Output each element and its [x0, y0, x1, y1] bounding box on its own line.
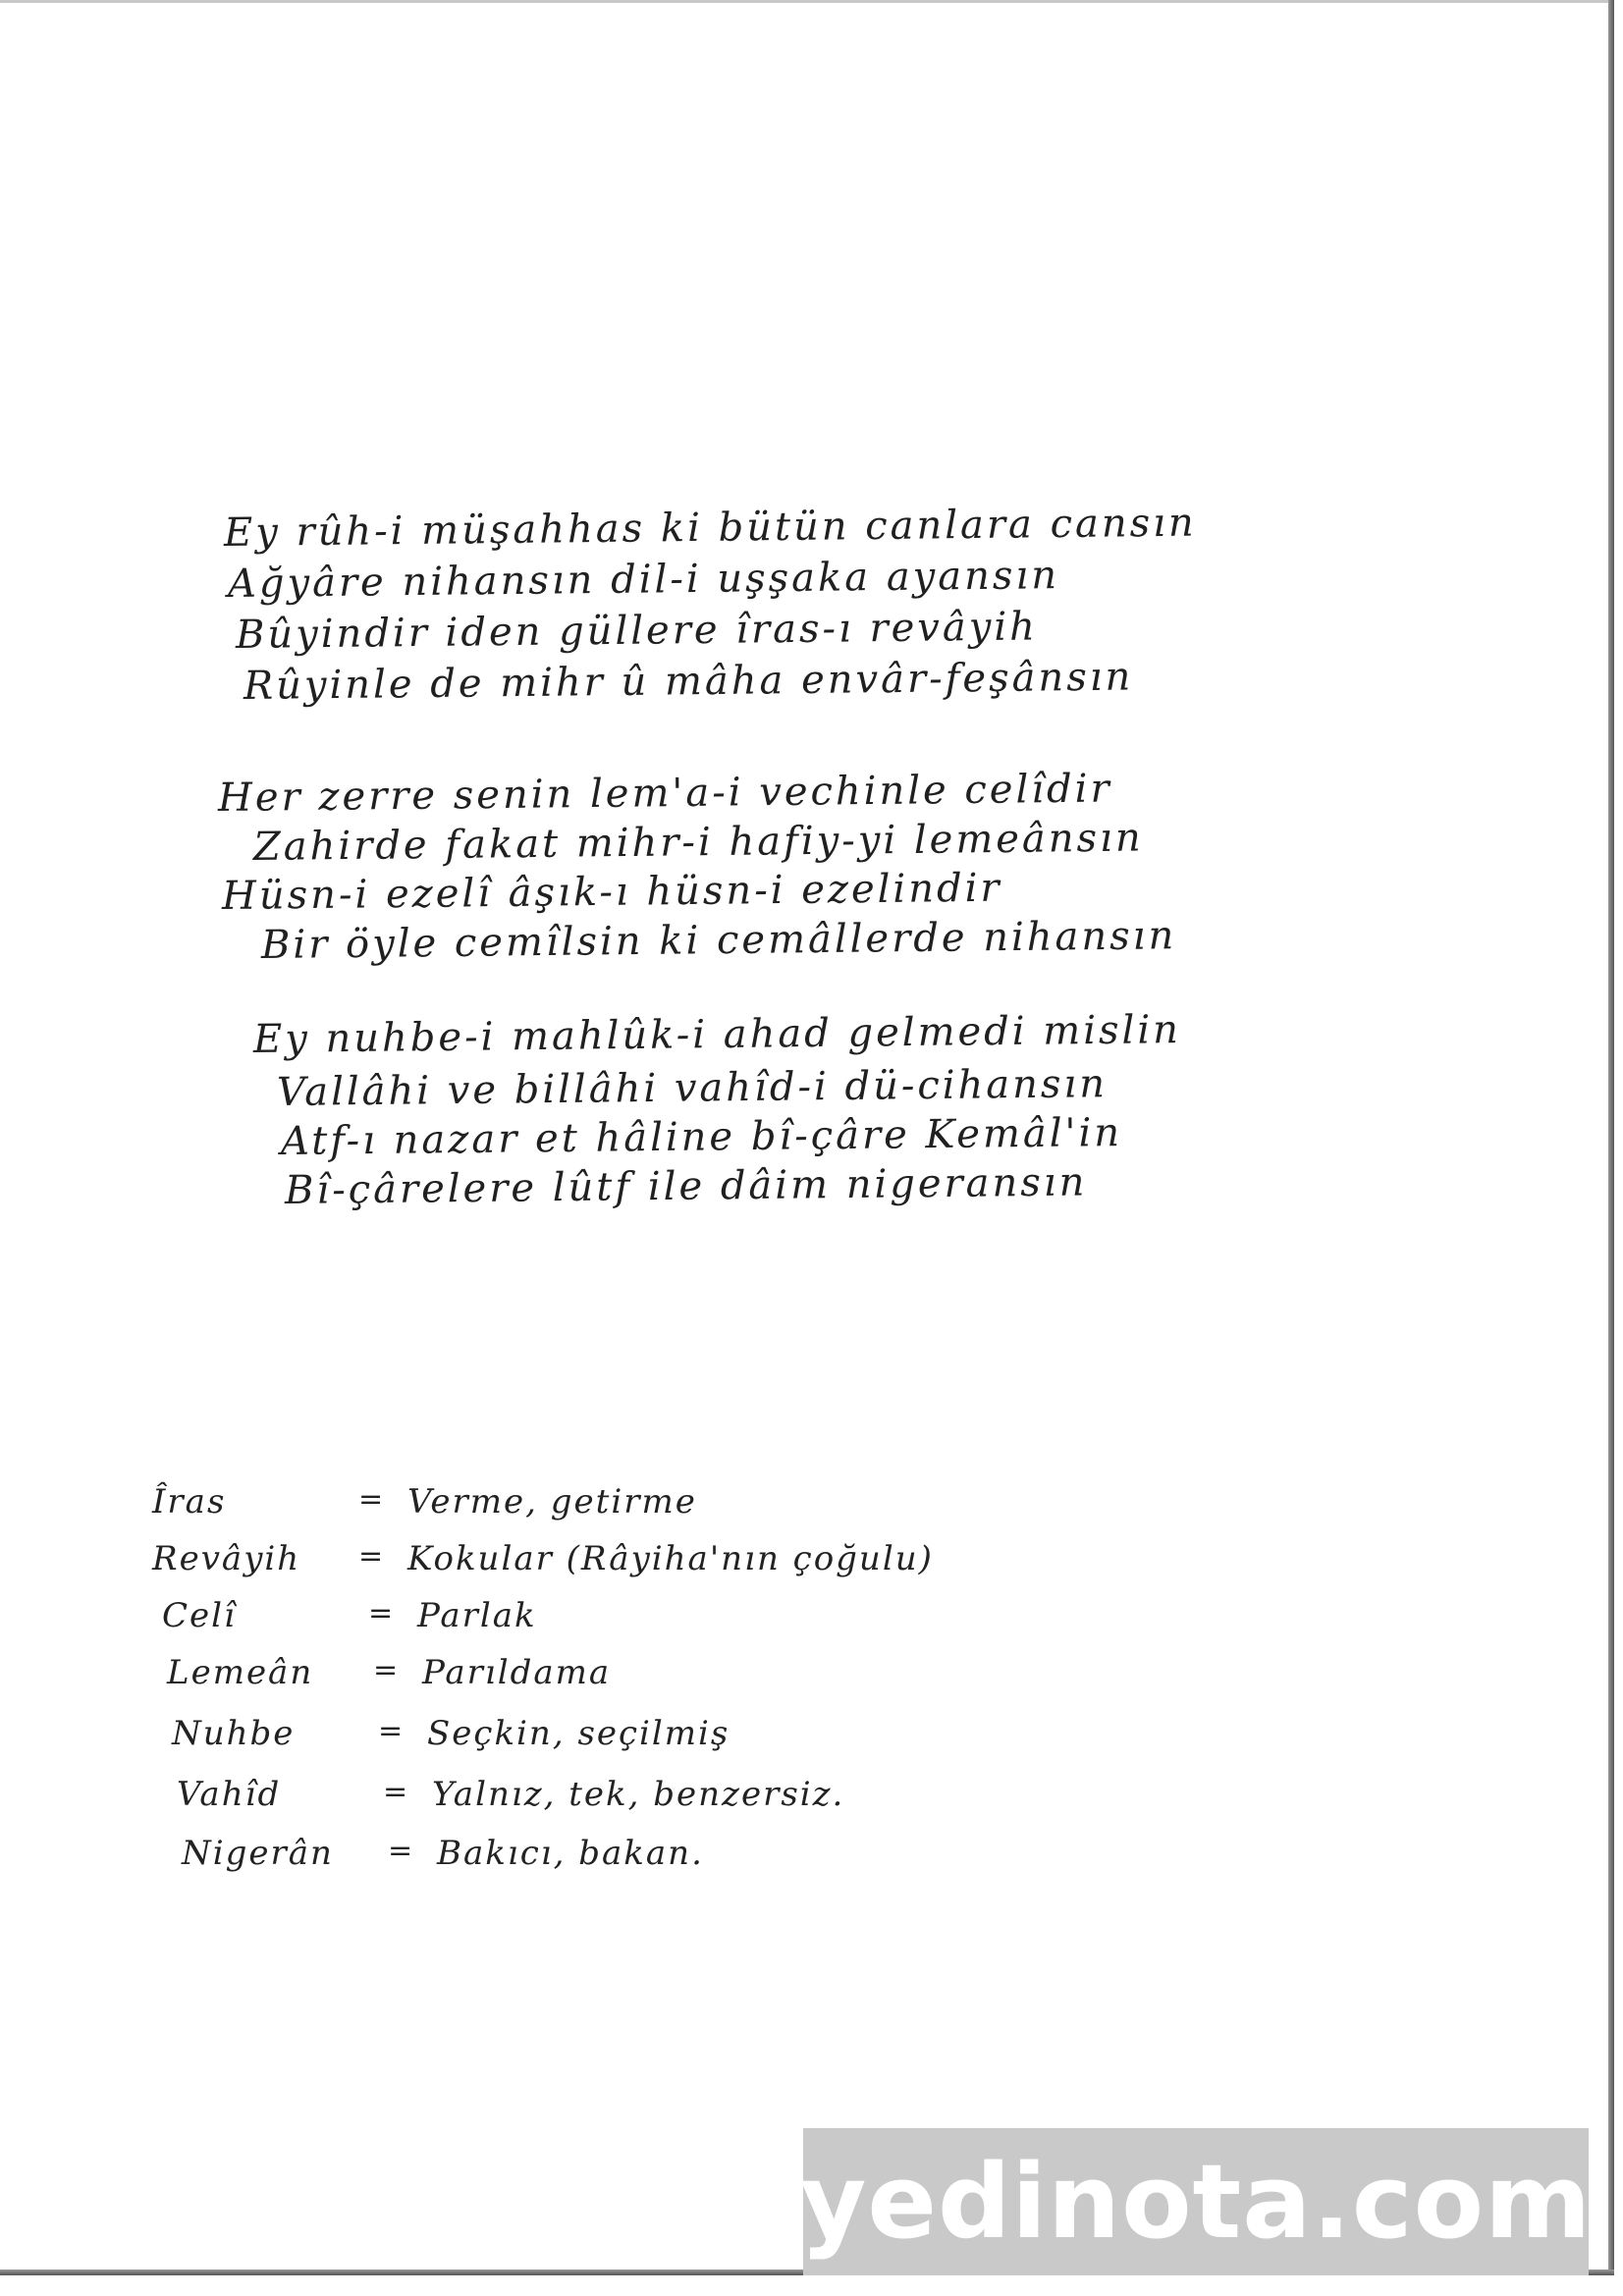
poem-line: Zahirde fakat mihr-i hafiy-yi lemeânsın — [252, 815, 1144, 870]
glossary-row — [177, 1775, 1060, 1824]
glossary-row — [152, 1482, 1036, 1531]
watermark — [799, 2128, 1593, 2275]
glossary-row — [172, 1714, 1055, 1763]
glossary-term: Nigerân — [182, 1834, 334, 1873]
poem-line: Hüsn-i ezelî âşık-ı hüsn-i ezelindir — [221, 865, 1002, 919]
glossary-equals: = — [358, 1482, 386, 1517]
glossary-row — [152, 1539, 1036, 1588]
glossary-term: Vahîd — [177, 1775, 282, 1814]
poem-line: Bûyindir iden güllere îras-ı revâyih — [235, 604, 1039, 658]
glossary-definition: Kokular (Râyiha'nın çoğulu) — [407, 1539, 934, 1578]
glossary-definition: Parlak — [417, 1596, 537, 1635]
glossary-term: Nuhbe — [172, 1714, 296, 1753]
scan-edge-right — [1608, 0, 1614, 2275]
poem-line: Ey rûh-i müşahhas ki bütün canlara cansın — [223, 500, 1197, 556]
poem-line: Rûyinle de mihr û mâha envâr-feşânsın — [243, 654, 1134, 709]
glossary-definition: Seçkin, seçilmiş — [427, 1714, 730, 1753]
glossary-term: Lemeân — [167, 1653, 314, 1692]
glossary-row — [162, 1596, 1046, 1645]
glossary-row — [167, 1653, 1051, 1702]
glossary-definition: Bakıcı, bakan. — [437, 1834, 704, 1873]
glossary-equals: = — [378, 1714, 406, 1748]
poem-line: Ey nuhbe-i mahlûk-i ahad gelmedi mislin — [252, 1007, 1182, 1062]
glossary-definition: Yalnız, tek, benzersiz. — [432, 1775, 845, 1814]
glossary-term: Revâyih — [152, 1539, 301, 1578]
glossary-definition: Parıldama — [422, 1653, 612, 1692]
poem-line: Bî-çârelere lûtf ile dâim nigeransın — [284, 1159, 1088, 1213]
glossary-definition: Verme, getirme — [407, 1482, 697, 1522]
poem-line: Vallâhi ve billâhi vahîd-i dü-cihansın — [276, 1061, 1109, 1115]
glossary-term: Celî — [162, 1596, 237, 1635]
glossary-equals: = — [358, 1539, 386, 1574]
poem-line: Atf-ı nazar et hâline bî-çâre Kemâl'in — [280, 1110, 1123, 1164]
watermark-text: yedinota.com — [799, 2142, 1593, 2262]
poem-line: Ağyâre nihansın dil-i uşşaka ayansın — [227, 553, 1060, 607]
glossary-row — [182, 1834, 1065, 1883]
glossary-equals: = — [383, 1775, 410, 1809]
poem-line: Her zerre senin lem'a-i vechinle celîdir — [217, 766, 1112, 821]
poem-line: Bir öyle cemîlsin ki cemâllerde nihansın — [260, 913, 1177, 968]
glossary-equals: = — [388, 1834, 415, 1868]
scan-edge-top — [0, 0, 1614, 3]
glossary-term: Îras — [152, 1482, 227, 1522]
glossary-equals: = — [373, 1653, 401, 1687]
glossary-equals: = — [368, 1596, 396, 1630]
